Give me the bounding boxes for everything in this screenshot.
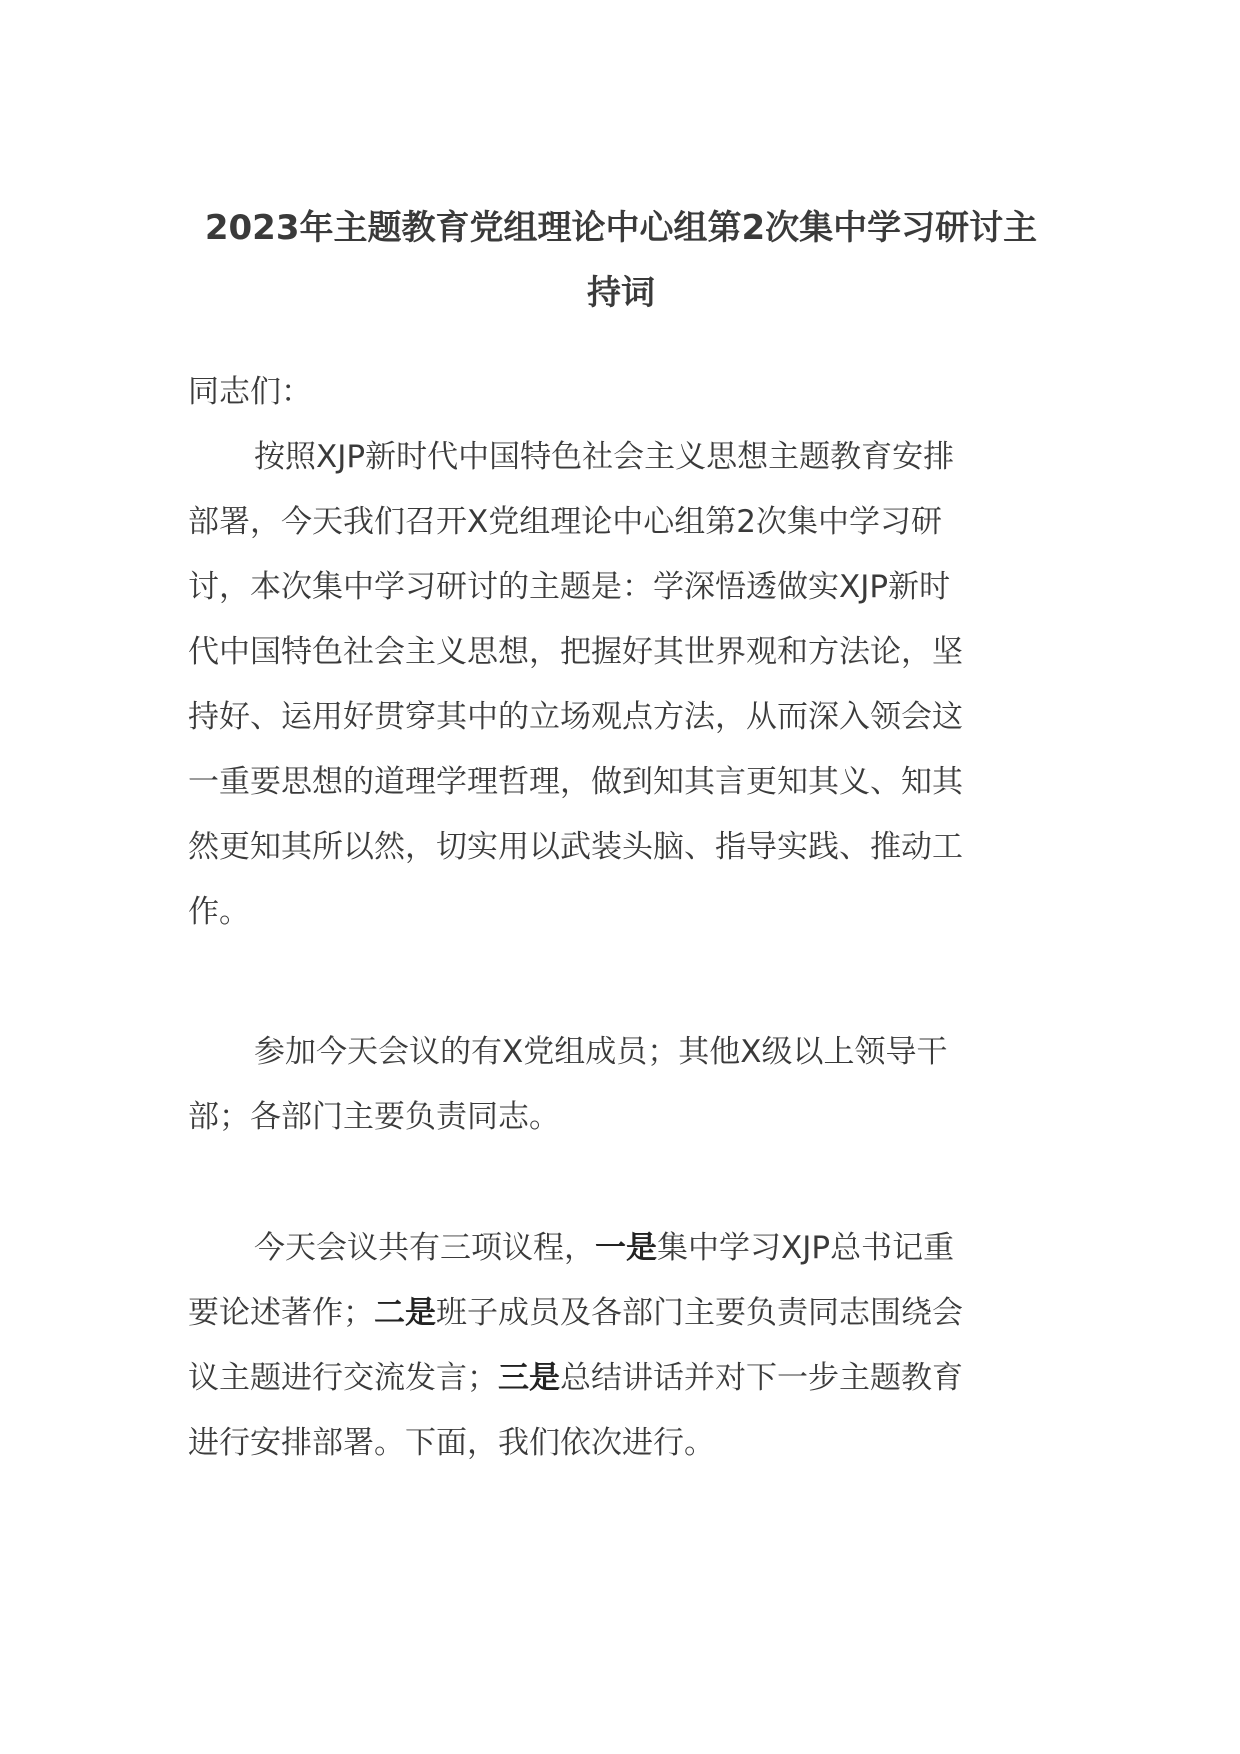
paragraph-line: 部署，今天我们召开X党组理论中心组第2次集中学习研	[188, 504, 942, 540]
paragraph-line: 然更知其所以然，切实用以武装头脑、指导实践、推动工	[188, 829, 963, 865]
text-run: 集中学习XJP总书记重	[657, 1230, 955, 1266]
paragraph-agenda-items	[188, 1216, 1028, 1476]
text-run: 要论述著作；	[188, 1295, 374, 1331]
paragraph-line: 代中国特色社会主义思想，把握好其世界观和方法论，坚	[188, 634, 963, 670]
text-run: 今天会议共有三项议程，	[254, 1230, 595, 1266]
salutation: 同志们：	[188, 374, 312, 410]
paragraph-line: 部；各部门主要负责同志。	[188, 1099, 560, 1135]
title-line-2: 持词	[587, 273, 655, 313]
paragraph-line	[188, 1216, 1028, 1281]
paragraph-line: 进行安排部署。下面，我们依次进行。	[188, 1425, 715, 1461]
paragraph-line: 按照XJP新时代中国特色社会主义思想主题教育安排	[254, 439, 955, 475]
text-run: 总结讲话并对下一步主题教育	[560, 1360, 963, 1396]
text-run: 议主题进行交流发言；	[188, 1360, 498, 1396]
agenda-item-one-marker: 一是	[595, 1230, 657, 1266]
paragraph-line	[188, 1346, 1028, 1411]
title-line-1: 2023年主题教育党组理论中心组第2次集中学习研讨主	[204, 208, 1038, 248]
agenda-item-three-marker: 三是	[498, 1360, 560, 1396]
paragraph-line: 讨，本次集中学习研讨的主题是：学深悟透做实XJP新时	[188, 569, 951, 605]
paragraph-line	[188, 1281, 1028, 1346]
agenda-item-two-marker: 二是	[374, 1295, 436, 1331]
paragraph-line: 持好、运用好贯穿其中的立场观点方法，从而深入领会这	[188, 699, 963, 735]
paragraph-line: 作。	[188, 894, 250, 930]
paragraph-attendees	[188, 1020, 1028, 1150]
paragraph-line: 一重要思想的道理学理哲理，做到知其言更知其义、知其	[188, 764, 963, 800]
text-run: 班子成员及各部门主要负责同志围绕会	[436, 1295, 963, 1331]
paragraph-agenda-intro	[188, 425, 1028, 945]
paragraph-line: 参加今天会议的有X党组成员；其他X级以上领导干	[254, 1034, 948, 1070]
document-title	[190, 196, 1052, 326]
